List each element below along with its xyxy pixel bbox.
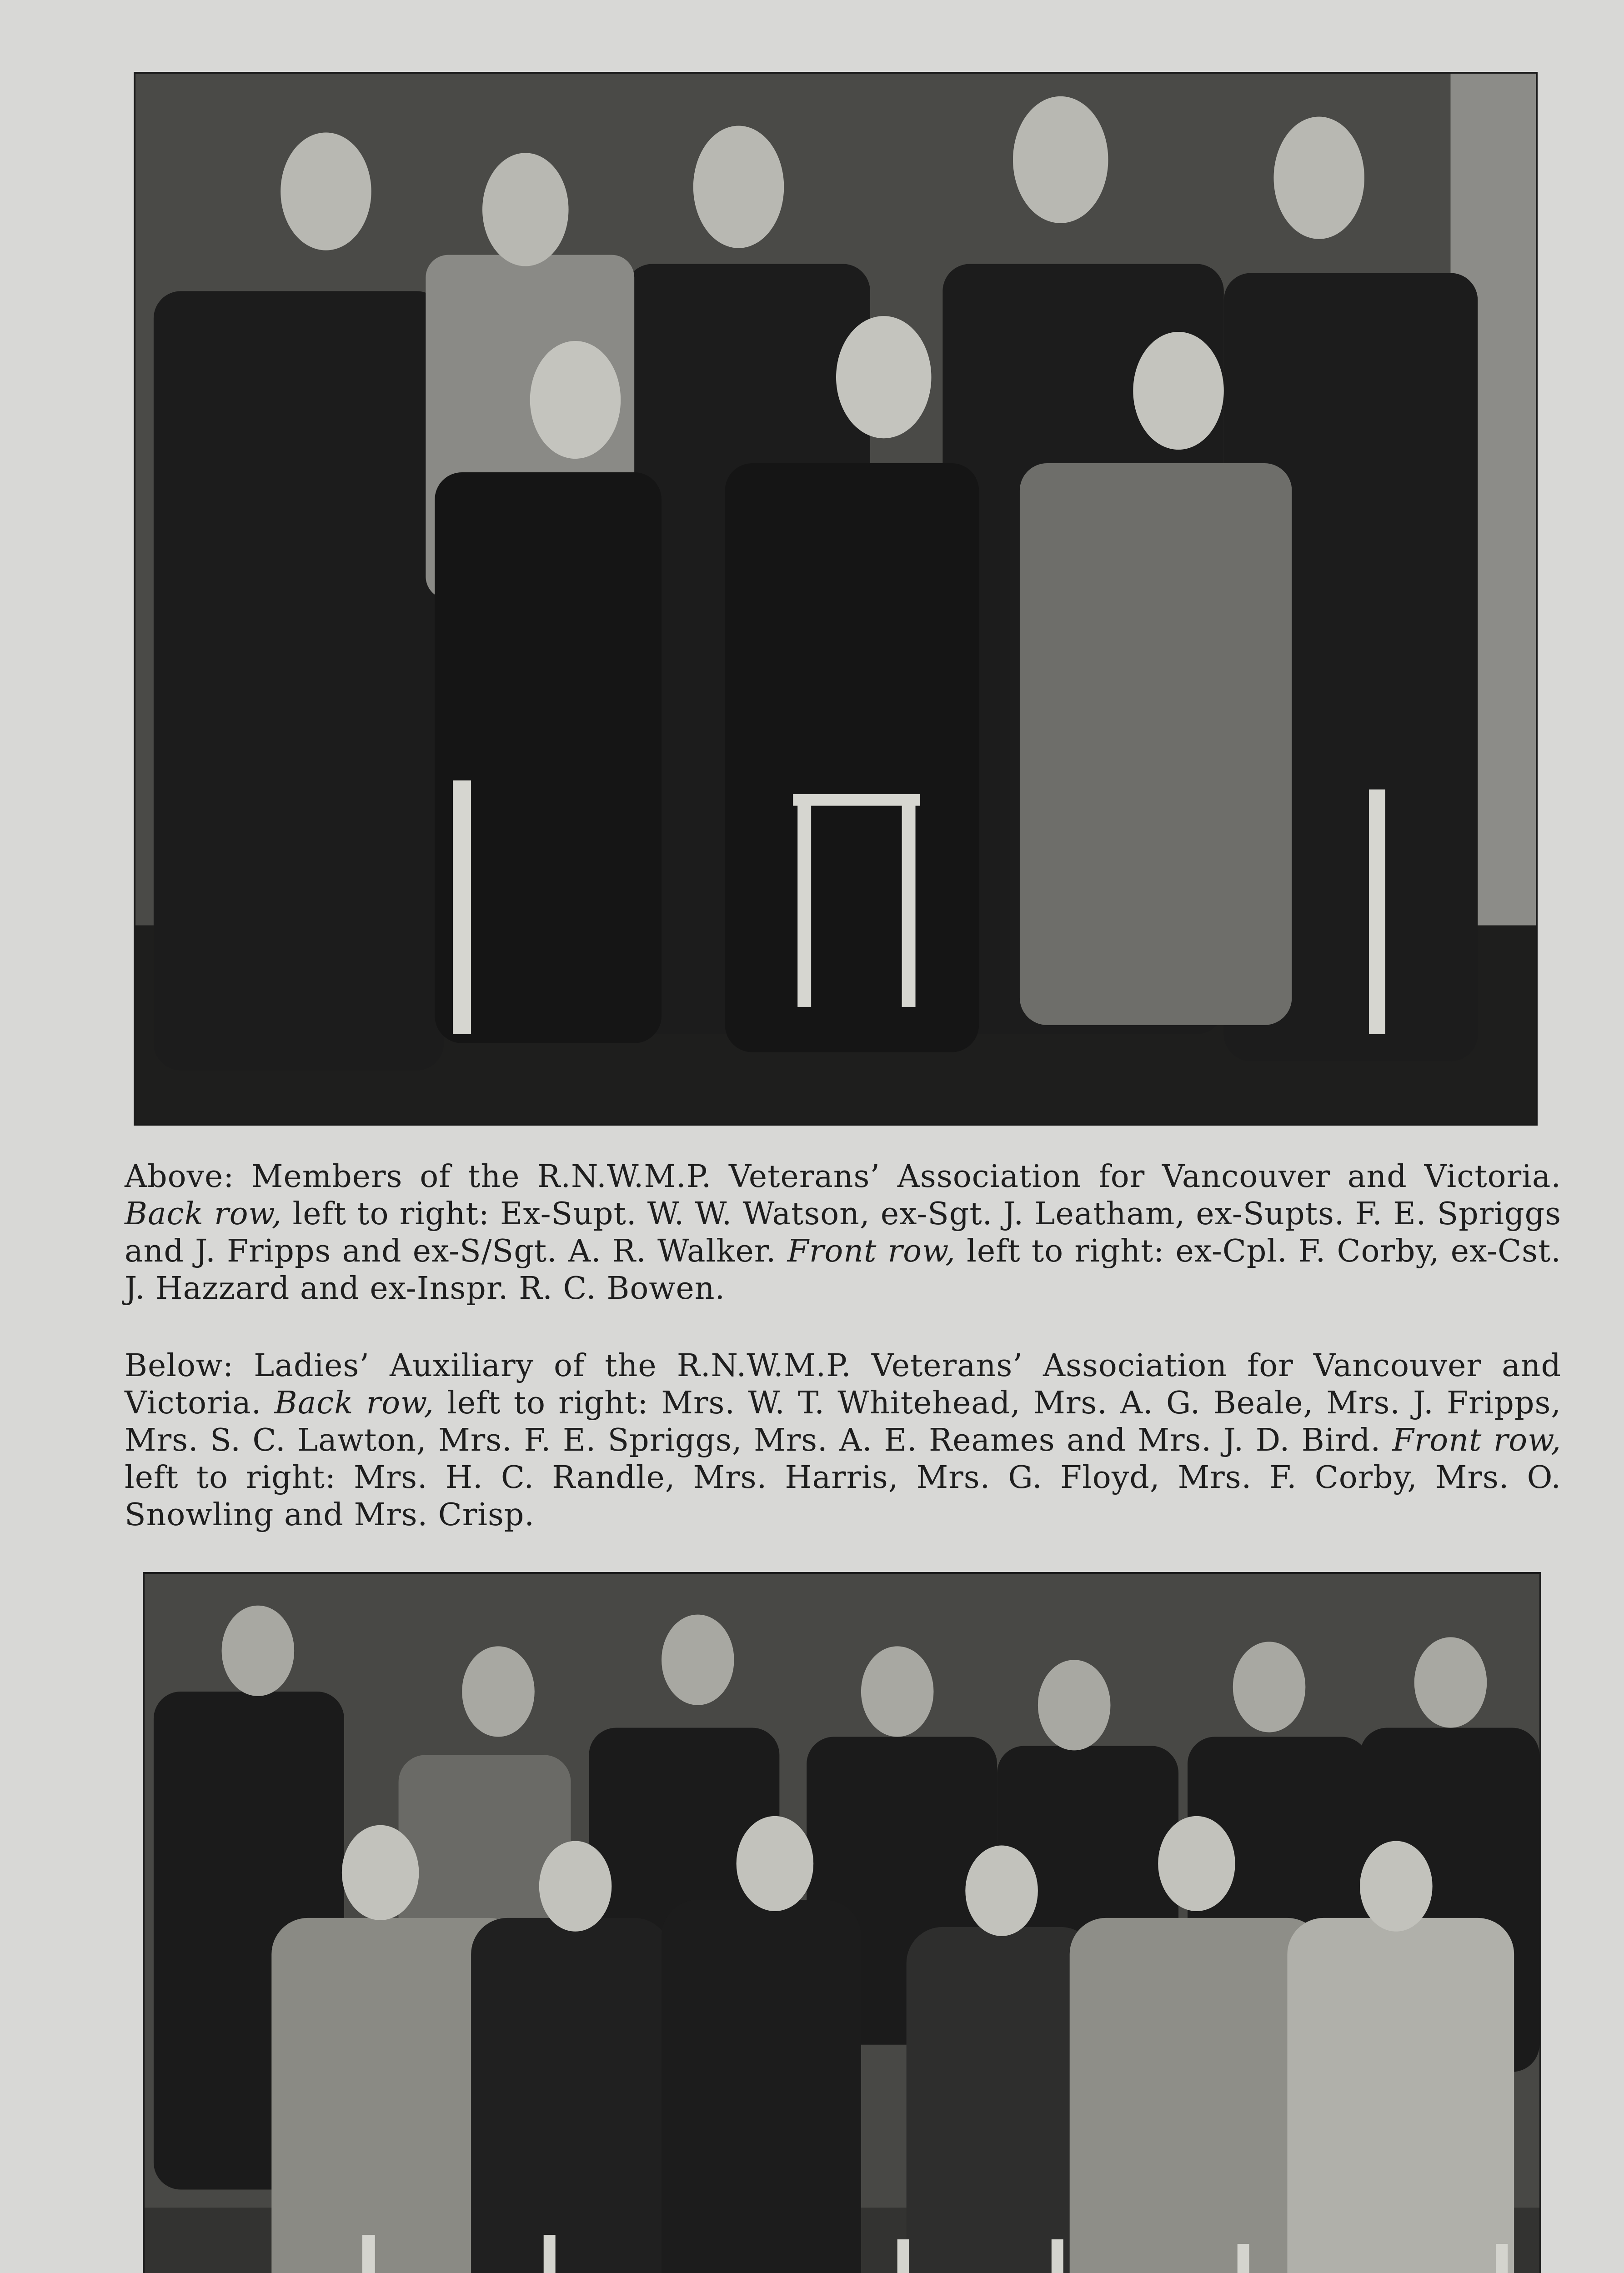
ladies-photo-graphic bbox=[145, 1574, 1539, 2273]
caption-above-lead: Above: Members of the R.N.W.M.P. Veterans’ Association for Vancouver and Victoria. bbox=[125, 1159, 1561, 1195]
caption-above-back-text: left to right: Ex-Supt. W. W. Watson, ex-Sgt. J. Leatham, ex-Supts. F. E. Spriggs and J. Fripps and ex-S/Sgt. A. R. Walker. bbox=[125, 1196, 1561, 1269]
caption-below-back-text: left to right: Mrs. W. T. Whitehead, Mrs. A. G. Beale, Mrs. J. Fripps, Mrs. S. C. Lawton, Mrs. F. E. Spriggs, Mrs. A. E. Reames and Mrs. J. D. Bird. bbox=[125, 1385, 1561, 1458]
caption-below-front-text: left to right: Mrs. H. C. Randle, Mrs. Harris, Mrs. G. Floyd, Mrs. F. Corby, Mrs. O. Snowling and Mrs. Crisp. bbox=[125, 1460, 1561, 1533]
ladies-auxiliary-group-photo bbox=[143, 1572, 1541, 2273]
caption-above-back-label: Back row, bbox=[125, 1196, 282, 1232]
caption-below-front-label: Front row, bbox=[1392, 1422, 1561, 1458]
veterans-photo-graphic bbox=[135, 74, 1536, 1124]
caption-below-back-label: Back row, bbox=[274, 1385, 434, 1421]
caption-below-lead: Below: Ladies’ Auxiliary of the R.N.W.M.P. Veterans’ Association for Vancouver and Victoria. bbox=[125, 1348, 1561, 1421]
veterans-group-photo bbox=[134, 72, 1538, 1126]
caption-below bbox=[125, 1347, 1561, 1534]
caption-above-front-label: Front row, bbox=[787, 1233, 956, 1269]
caption-above-front-text: left to right: ex-Cpl. F. Corby, ex-Cst. J. Hazzard and ex-Inspr. R. C. Bowen. bbox=[125, 1233, 1561, 1307]
caption-above bbox=[125, 1158, 1561, 1307]
